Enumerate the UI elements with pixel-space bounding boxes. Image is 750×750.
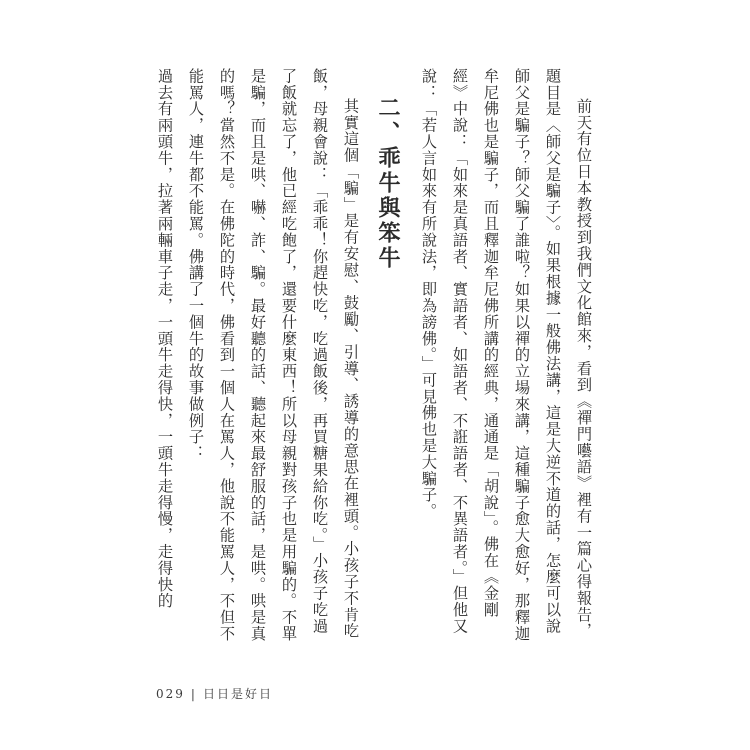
- page-number: 029: [156, 687, 185, 701]
- text-column: 能罵人，連牛都不能罵。佛講了一個牛的故事做例子：: [187, 68, 205, 462]
- book-title: 日日是好日: [202, 687, 273, 701]
- text-column: 說：「若人言如來有所說法，即為謗佛。」可見佛也是大騙子。: [420, 68, 438, 520]
- section-heading: 二、乖牛與笨牛: [375, 96, 401, 271]
- text-column: 其實這個「騙」是有安慰、鼓勵、引導、誘導的意思在裡頭。小孩子不肯吃: [342, 98, 360, 640]
- page-footer: [156, 685, 273, 702]
- text-column: 了飯就忘了，他已經吃飽了，還要什麼東西！所以母親對孩子也是用騙的。不單: [280, 68, 298, 642]
- text-column: 是騙，而且是哄、嚇、詐、騙。最好聽的話、聽起來最舒服的話，是哄。哄是真: [249, 68, 267, 642]
- text-column: 牟尼佛也是騙子，而且釋迦牟尼佛所講的經典，通通是「胡說」。佛在《金剛: [482, 68, 500, 618]
- footer-separator: |: [190, 687, 197, 701]
- text-column: 的嗎？當然不是。在佛陀的時代，佛看到一個人在罵人，他說不能罵人，不但不: [218, 68, 236, 642]
- text-column: 題目是〈師父是騙子〉。如果根據一般佛法講，這是大逆不道的話，怎麼可以說: [544, 68, 562, 635]
- text-column: 前天有位日本教授到我們文化館來，看到《禪門囈語》裡有一篇心得報告，: [575, 98, 593, 640]
- text-column: 師父是騙子？師父騙了誰啦？如果以禪的立場來講，這種騙子愈大愈好，那釋迦: [513, 68, 531, 642]
- text-column: 飯，母親會說：「乖乖！你趕快吃，吃過飯後，再買糖果給你吃。」小孩子吃過: [311, 68, 329, 635]
- text-column: 過去有兩頭牛，拉著兩輛車子走，一頭牛走得快，一頭牛走得慢，走得快的: [156, 68, 174, 610]
- text-column: 經》中說：「如來是真語者、實語者、如語者、不誑語者、不異語者。」但他又: [451, 68, 469, 635]
